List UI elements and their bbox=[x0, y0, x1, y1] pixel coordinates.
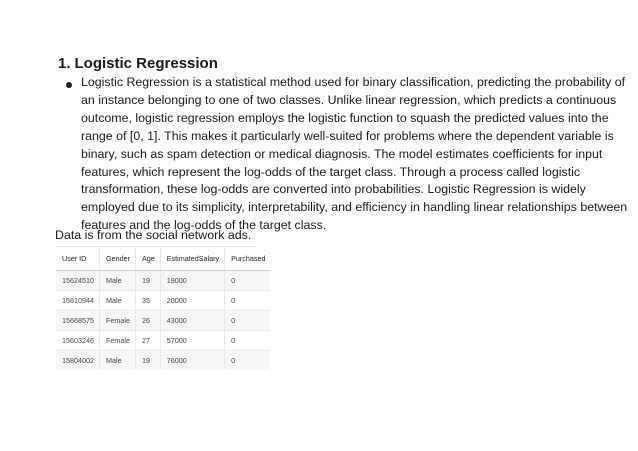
column-header: User ID bbox=[56, 246, 99, 271]
paragraph-line: an instance belonging to one of two classes. Unlike linear regression, which predicts a continuous bbox=[81, 92, 617, 107]
table-cell: 76000 bbox=[160, 351, 224, 371]
table-cell: 35 bbox=[135, 291, 160, 311]
table-cell: 15810944 bbox=[56, 291, 99, 311]
table-cell: 57000 bbox=[160, 331, 224, 351]
column-header: Gender bbox=[99, 246, 135, 271]
table-cell: 19 bbox=[135, 271, 160, 291]
paragraph-line: features and the log-odds of the target class. bbox=[81, 218, 327, 233]
table-row bbox=[56, 351, 270, 371]
table-cell: 0 bbox=[225, 351, 271, 371]
table-cell: 0 bbox=[225, 311, 271, 331]
table-cell: 15624510 bbox=[56, 271, 99, 291]
table-cell: 43000 bbox=[160, 311, 224, 331]
table-cell: 15668575 bbox=[56, 311, 99, 331]
table-cell: Male bbox=[99, 351, 135, 371]
table-cell: 19 bbox=[135, 351, 160, 371]
table-row bbox=[56, 311, 270, 331]
paragraph-line: features, which represent the log-odds of the target class. Through a process called logistic bbox=[81, 164, 581, 179]
table-cell: 27 bbox=[135, 331, 160, 351]
paragraph-line: binary, such as spam detection or medical diagnosis. The model estimates coefficients for input bbox=[81, 146, 603, 161]
table-row bbox=[56, 331, 270, 351]
section-heading bbox=[58, 55, 218, 73]
column-header: Purchased bbox=[225, 246, 271, 271]
table-cell: 26 bbox=[135, 311, 160, 331]
paragraph-line: employed due to its simplicity, interpretability, and efficiency in handling linear relationships between bbox=[81, 200, 628, 215]
column-header: EstimatedSalary bbox=[160, 246, 224, 271]
table-row bbox=[56, 271, 270, 291]
column-header: Age bbox=[135, 246, 160, 271]
data-table bbox=[56, 246, 270, 370]
section-title: Logistic Regression bbox=[74, 55, 218, 72]
table-cell: 19000 bbox=[160, 271, 224, 291]
table-cell: 20000 bbox=[160, 291, 224, 311]
section-number: 1. bbox=[58, 55, 71, 72]
table-header-row bbox=[56, 246, 270, 271]
paragraph-line: transformation, these log-odds are converted into probabilities. Logistic Regression is widely bbox=[81, 182, 586, 197]
table-cell: Male bbox=[99, 291, 135, 311]
table-cell: 15804002 bbox=[56, 351, 99, 371]
paragraph-line: Logistic Regression is a statistical method used for binary classification, predicting the probability of bbox=[81, 75, 626, 89]
table-cell: Female bbox=[99, 311, 135, 331]
table-cell: 0 bbox=[225, 291, 271, 311]
table-cell: 0 bbox=[225, 331, 271, 351]
table-cell: 0 bbox=[225, 271, 271, 291]
table-cell: 15603246 bbox=[56, 331, 99, 351]
paragraph-line: range of [0, 1]. This makes it particularly well-suited for problems where the dependent variable is bbox=[81, 128, 614, 143]
table-cell: Male bbox=[99, 271, 135, 291]
table-row bbox=[56, 291, 270, 311]
bullet-dot bbox=[66, 82, 72, 88]
table-cell: Female bbox=[99, 331, 135, 351]
bullet-paragraph bbox=[81, 74, 628, 235]
paragraph-line: outcome, logistic regression employs the logistic function to squash the predicted values into the bbox=[81, 110, 609, 125]
table-caption: Data is from the social network ads. bbox=[55, 228, 252, 242]
